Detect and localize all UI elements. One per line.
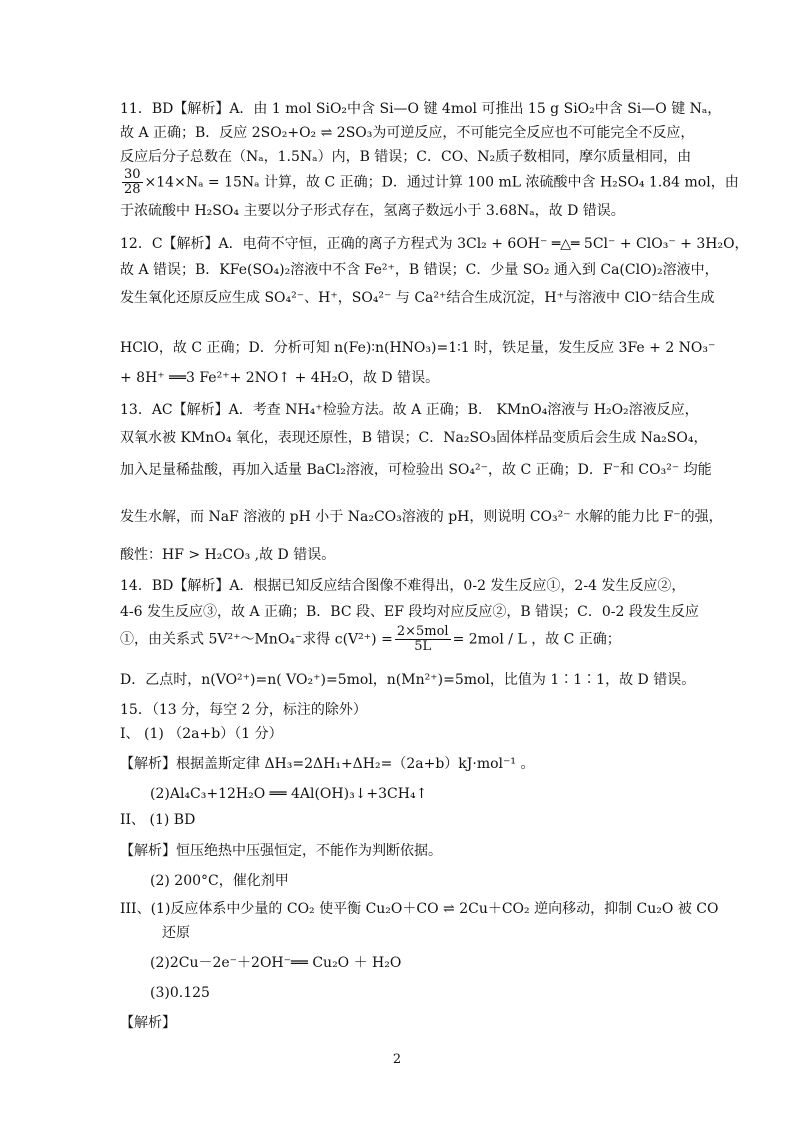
text-line: 故 A 正确；B．反应 2SO₂+O₂ ⇌ 2SO₃为可逆反应，不可能完全反应也不可能完全不反应，	[120, 125, 695, 141]
text-line: 4-6 发生反应③，故 A 正确；B．BC 段、EF 段均对应反应②，B 错误；C．0-2 段发生反应	[120, 604, 699, 620]
page-number: 2	[392, 1052, 402, 1067]
fraction-30-28: $\frac{30}{28}$	[124, 167, 141, 197]
text-line: 还原	[162, 925, 190, 941]
text-line: (2)2Cu－2e⁻＋2OH⁻══ Cu₂O ＋ H₂O	[150, 955, 402, 971]
text-line: 【解析】	[120, 1015, 176, 1031]
text-fragment: = 2mol / L ，故 C 正确；	[452, 631, 621, 648]
text-line-with-fraction	[120, 625, 680, 654]
text-line: HClO，故 C 正确；D．分析可知 n(Fe)∶n(HNO₃)=1∶1 时，铁足量，发生反应 3Fe + 2 NO₃⁻	[120, 340, 716, 356]
text-line: 酸性：HF > H₂CO₃ ,故 D 错误。	[120, 547, 336, 563]
text-line-with-fraction	[120, 167, 739, 197]
text-line: 12．C【解析】A．电荷不守恒，正确的离子方程式为 3Cl₂ + 6OH⁻ ═△═ 5Cl⁻ + ClO₃⁻ + 3H₂O，	[120, 236, 749, 252]
text-line: (2)Al₄C₃+12H₂O ══ 4Al(OH)₃↓+3CH₄↑	[150, 786, 428, 802]
text-line: 加入足量稀盐酸，再加入适量 BaCl₂溶液，可检验出 SO₄²⁻，故 C 正确；D．F⁻和 CO₃²⁻ 均能	[120, 462, 712, 478]
text-line: 13．AC【解析】A．考查 NH₄⁺检验方法。故 A 正确；B． KMnO₄溶液与 H₂O₂溶液反应，	[120, 402, 699, 418]
text-line: II、 (1) BD	[120, 812, 196, 828]
text-line: 15．（13 分，每空 2 分，标注的除外）	[120, 702, 367, 718]
text-line: 14．BD【解析】A．根据已知反应结合图像不难得出，0-2 发生反应①，2-4 发生反应②，	[120, 578, 686, 594]
text-line: 双氧水被 KMnO₄ 氧化，表现还原性，B 错误；C．Na₂SO₃固体样品变质后会生成 Na₂SO₄，	[120, 430, 708, 446]
text-line: D．乙点时，n(VO²⁺)=n( VO₂⁺)=5mol，n(Mn²⁺)=5mol，比值为 1∶1∶1，故 D 错误。	[120, 672, 696, 688]
text-line: 发生水解，而 NaF 溶液的 pH 小于 Na₂CO₃溶液的 pH，则说明 CO₃²⁻ 水解的能力比 F⁻的强，	[120, 509, 723, 525]
text-line: III、(1)反应体系中少量的 CO₂ 使平衡 Cu₂O＋CO ⇌ 2Cu＋CO₂ 逆向移动，抑制 Cu₂O 被 CO	[120, 901, 719, 917]
text-line: I、 (1) （2a+b）（1 分）	[120, 726, 283, 742]
text-line: (2) 200°C，催化剂甲	[150, 873, 289, 889]
text-fragment: ×14×Nₐ = 15Nₐ 计算，故 C 正确；D．通过计算 100 mL 浓硫酸中含 H₂SO₄ 1.84 mol，由	[144, 174, 739, 191]
text-line: 11．BD【解析】A．由 1 mol SiO₂中含 Si—O 键 4mol 可推出 15 g SiO₂中含 Si—O 键 Nₐ，	[120, 101, 722, 117]
text-line: (3)0.125	[150, 985, 210, 1001]
text-line: + 8H⁺ ══3 Fe²⁺+ 2NO↑ + 4H₂O，故 D 错误。	[120, 370, 440, 386]
text-line: 反应后分子总数在（Nₐ，1.5Nₐ）内，B 错误；C．CO、N₂质子数相同，摩尔质量相同，由	[120, 149, 692, 165]
fraction-concentration: $\frac{\text{2×5mol}}{5L}$	[396, 624, 449, 654]
text-line: 于浓硫酸中 H₂SO₄ 主要以分子形式存在，氢离子数远小于 3.68Nₐ，故 D 错误。	[120, 203, 625, 219]
text-line: 【解析】恒压绝热中压强恒定，不能作为判断依据。	[120, 843, 442, 859]
text-fragment: ①，由关系式 5V²⁺～MnO₄⁻求得 c(V²⁺) =	[120, 631, 393, 648]
text-line: 【解析】根据盖斯定律 ΔH₃=2ΔH₁+ΔH₂=（2a+b）kJ·mol⁻¹ 。	[120, 756, 535, 772]
text-line: 故 A 错误；B．KFe(SO₄)₂溶液中不含 Fe²⁺，B 错误；C．少量 SO₂ 通入到 Ca(ClO)₂溶液中，	[120, 262, 719, 278]
text-line: 发生氧化还原反应生成 SO₄²⁻、H⁺，SO₄²⁻ 与 Ca²⁺结合生成沉淀，H⁺与溶液中 ClO⁻结合生成	[120, 290, 715, 306]
